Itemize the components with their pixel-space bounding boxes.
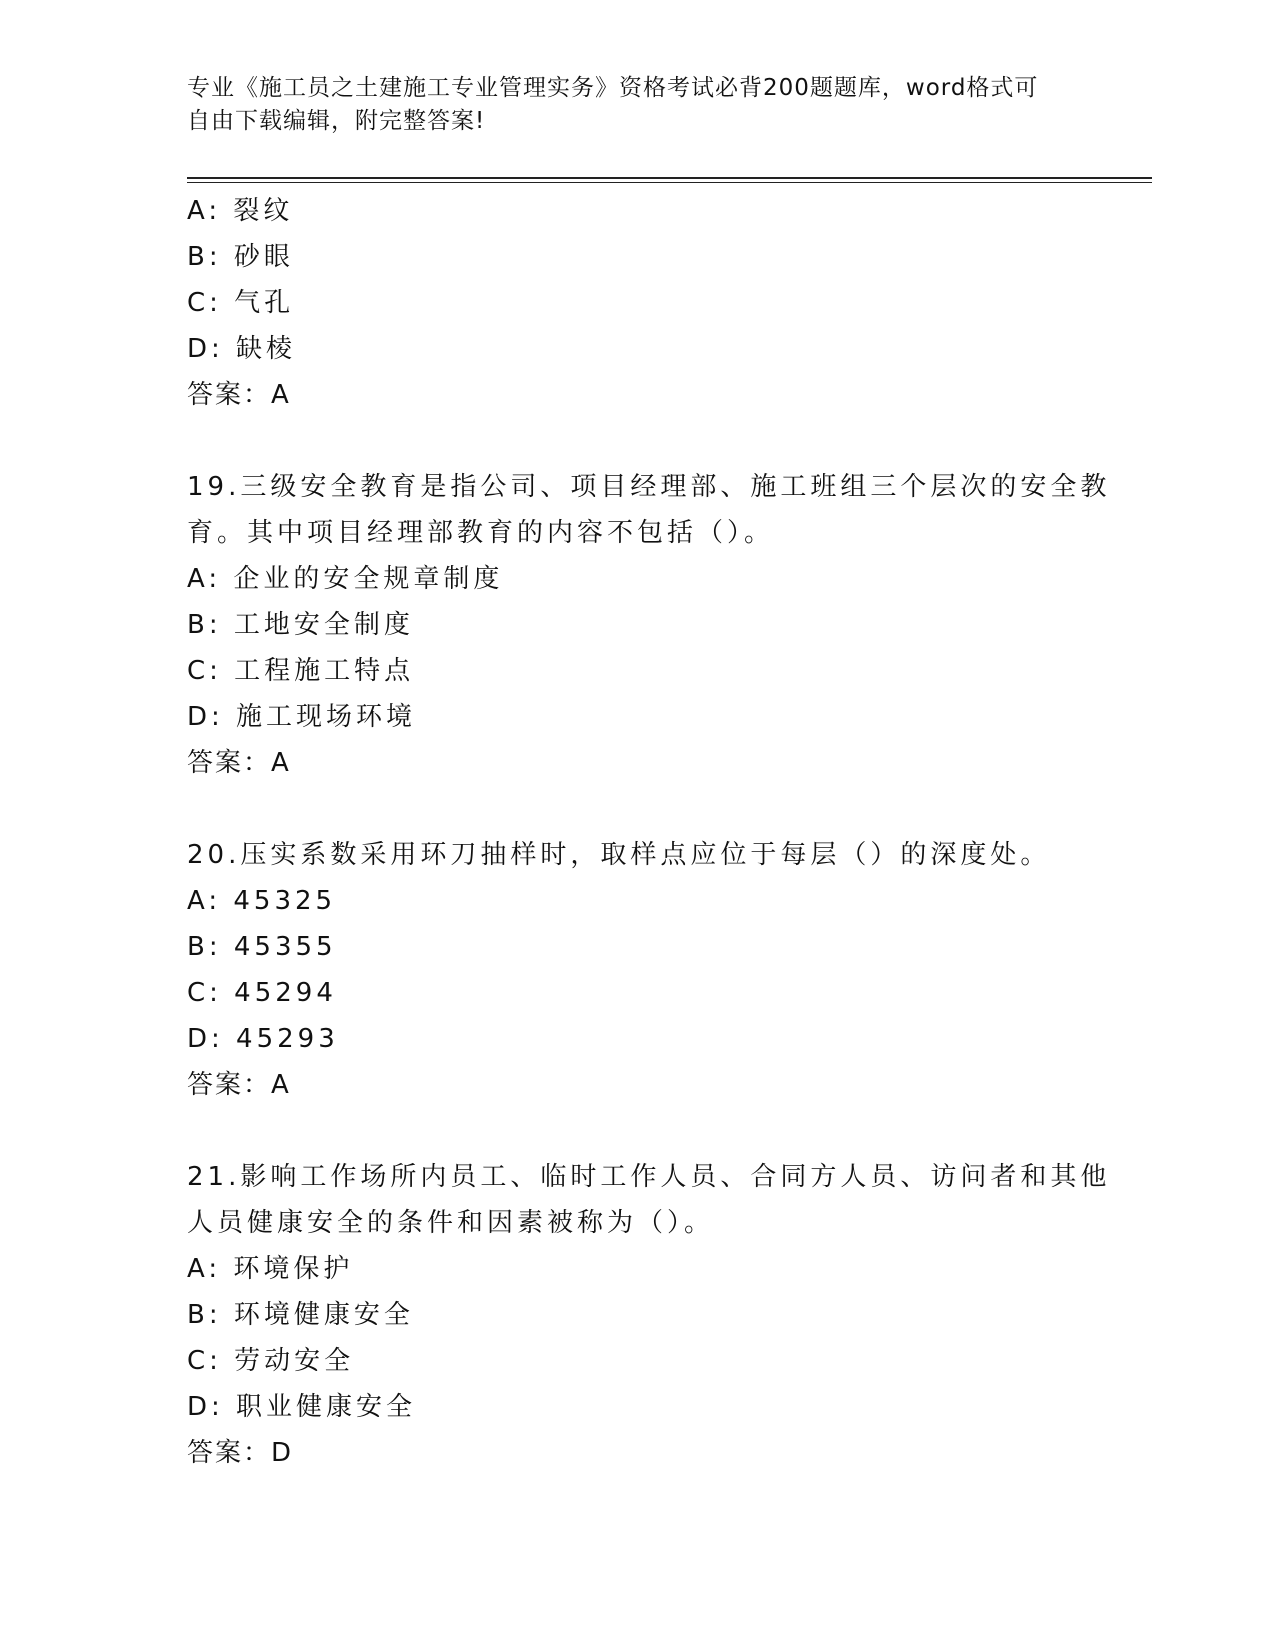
question-text-line-1: 21.影响工作场所内员工、临时工作人员、合同方人员、访问者和其他 xyxy=(187,1162,1111,1192)
option-b: B: 砂眼 xyxy=(187,242,294,272)
option-a: A: 45325 xyxy=(187,886,337,916)
header-line-1: 专业《施工员之土建施工专业管理实务》资格考试必背200题题库，word格式可 xyxy=(187,75,1039,101)
question-21 xyxy=(187,1154,1111,1476)
answer: 答案：A xyxy=(187,380,291,410)
question-text-line-2: 育。其中项目经理部教育的内容不包括（）。 xyxy=(187,518,775,548)
option-a: A: 企业的安全规章制度 xyxy=(187,564,504,594)
question-19 xyxy=(187,464,1111,786)
question-text-line-2: 人员健康安全的条件和因素被称为（）。 xyxy=(187,1208,715,1238)
option-d: D: 施工现场环境 xyxy=(187,702,417,732)
option-d: D: 缺棱 xyxy=(187,334,297,364)
option-b: B: 环境健康安全 xyxy=(187,1300,414,1330)
option-b: B: 工地安全制度 xyxy=(187,610,414,640)
option-c: C: 气孔 xyxy=(187,288,295,318)
option-d: D: 45293 xyxy=(187,1024,339,1054)
question-text-line-1: 19.三级安全教育是指公司、项目经理部、施工班组三个层次的安全教 xyxy=(187,472,1111,502)
option-d: D: 职业健康安全 xyxy=(187,1392,417,1422)
option-c: C: 工程施工特点 xyxy=(187,656,415,686)
question-text-line-1: 20.压实系数采用环刀抽样时，取样点应位于每层（）的深度处。 xyxy=(187,840,1051,870)
answer: 答案：A xyxy=(187,1070,291,1100)
header-line-2: 自由下载编辑，附完整答案! xyxy=(187,108,486,134)
spacer xyxy=(187,418,1087,464)
header-divider-thick xyxy=(187,177,1152,179)
header-divider-thin xyxy=(187,182,1152,183)
option-b: B: 45355 xyxy=(187,932,337,962)
spacer xyxy=(187,1108,1087,1154)
answer: 答案：A xyxy=(187,748,291,778)
option-c: C: 劳动安全 xyxy=(187,1346,355,1376)
question-18 xyxy=(187,188,1087,418)
question-20 xyxy=(187,832,1087,1108)
question-list xyxy=(187,188,1111,1476)
answer: 答案：D xyxy=(187,1438,294,1468)
option-a: A: 裂纹 xyxy=(187,196,294,226)
option-c: C: 45294 xyxy=(187,978,337,1008)
spacer xyxy=(187,786,1087,832)
option-a: A: 环境保护 xyxy=(187,1254,354,1284)
document-header xyxy=(187,72,1077,138)
